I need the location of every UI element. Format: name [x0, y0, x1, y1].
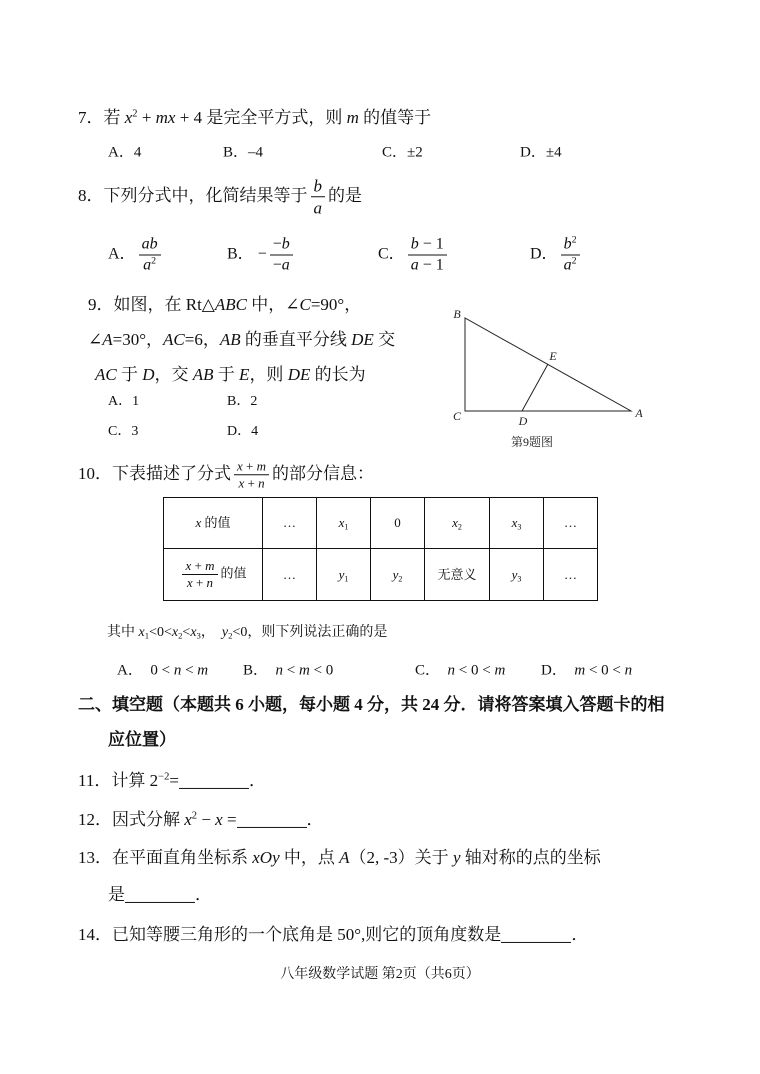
- subscript: 3: [196, 630, 201, 641]
- fraction-denominator: [139, 256, 161, 276]
- fraction-denominator: [311, 198, 326, 219]
- question-10-option-d: [541, 661, 632, 681]
- fraction: [139, 235, 161, 276]
- text-run: n: [258, 475, 265, 491]
- text-run: y: [338, 566, 345, 582]
- text-run: 的值: [220, 565, 247, 581]
- text-run: b: [313, 176, 322, 196]
- text-run: a: [143, 256, 152, 274]
- text-run: B．: [243, 662, 276, 679]
- text-run: AC: [95, 364, 117, 384]
- text-run: n: [275, 662, 284, 679]
- text-run: x: [124, 107, 133, 127]
- table-cell: [425, 498, 490, 549]
- question-7-stem: [78, 107, 431, 129]
- text-run: C．: [378, 245, 405, 263]
- text-run: =: [222, 809, 237, 829]
- text-run: 13．在平面直角坐标系: [78, 847, 253, 867]
- question-13-line-2: [108, 884, 212, 906]
- text-run: x: [171, 624, 179, 640]
- text-run: A: [102, 329, 113, 349]
- text-run: D．: [520, 144, 546, 161]
- text-run: =30°，: [112, 329, 164, 349]
- question-9-option-b: [227, 393, 257, 411]
- text-run: 交: [373, 329, 396, 349]
- text-run: n: [173, 662, 182, 679]
- text-run: ，交: [154, 364, 193, 384]
- text-run: x: [215, 809, 223, 829]
- fraction-numerator: [408, 235, 447, 256]
- text-run: b: [410, 235, 419, 253]
- text-run: ．: [248, 770, 266, 790]
- text-run: ．: [571, 924, 589, 944]
- text-run: 的值等于: [358, 107, 432, 127]
- subscript: 2: [457, 522, 462, 532]
- text-run: ±2: [407, 144, 423, 161]
- text-run: − 1: [418, 256, 444, 274]
- question-13-line-1: [78, 847, 601, 869]
- question-9-stem-line-2: [88, 329, 395, 351]
- text-run: −: [253, 245, 267, 263]
- text-run: A．: [108, 393, 133, 409]
- text-run: DE: [351, 329, 374, 349]
- text-run: ，则: [249, 364, 288, 384]
- fraction-denominator: [561, 256, 580, 276]
- table-header-cell: [164, 498, 263, 549]
- text-run: AB: [192, 364, 214, 384]
- text-run: n: [447, 662, 456, 679]
- text-run: <: [182, 624, 191, 640]
- text-run: DE: [287, 364, 311, 384]
- text-run: B．: [227, 393, 251, 409]
- text-run: 4: [251, 423, 259, 439]
- fraction-numerator: [270, 235, 293, 256]
- table-row-x: [164, 498, 598, 549]
- vertex-label-a: A: [635, 406, 643, 420]
- text-run: 1: [132, 393, 140, 409]
- text-run: C: [299, 294, 311, 314]
- text-run: m: [197, 662, 209, 679]
- text-run: ，: [200, 624, 222, 640]
- subscript: 3: [517, 522, 522, 532]
- question-7-option-a: [108, 143, 141, 163]
- text-run: 是完全平方式，则: [206, 107, 347, 127]
- answer-blank: [501, 925, 571, 943]
- question-10-option-a: [117, 661, 208, 681]
- subscript: 1: [344, 522, 349, 532]
- text-run: A．: [117, 662, 151, 679]
- answer-blank: [125, 885, 195, 903]
- text-run: –4: [248, 144, 264, 161]
- text-run: AC: [163, 329, 185, 349]
- table-cell: [371, 498, 425, 549]
- question-7-option-c: [382, 143, 423, 163]
- question-8-option-d: [530, 235, 583, 276]
- text-run: ab: [141, 235, 158, 253]
- text-run: AB: [219, 329, 241, 349]
- figure-caption: 第9题图: [510, 435, 554, 449]
- text-run: …: [283, 515, 296, 531]
- text-run: =: [169, 770, 179, 790]
- superscript: 2: [151, 255, 157, 267]
- text-run: A: [339, 847, 350, 867]
- table-cell: [263, 498, 317, 549]
- table-cell: [317, 498, 371, 549]
- text-run: 中，点: [279, 847, 340, 867]
- text-run: 是: [108, 884, 125, 904]
- text-run: − 1: [418, 235, 444, 253]
- text-run: 轴对称的点的坐标: [460, 847, 601, 867]
- table-cell: [490, 498, 544, 549]
- subscript: 3: [517, 574, 522, 584]
- text-run: D．: [227, 423, 252, 439]
- text-run: < 0 <: [585, 662, 625, 679]
- text-run: 于: [213, 364, 240, 384]
- section-2-heading-line-1: [78, 694, 665, 716]
- text-run: 的值: [201, 515, 231, 531]
- section-2-heading-line-2: [108, 729, 176, 751]
- question-8-option-a: [108, 235, 164, 276]
- subscript: 1: [144, 630, 150, 641]
- text-run: x: [184, 809, 192, 829]
- subscript: 2: [398, 574, 403, 584]
- text-run: x: [190, 624, 197, 640]
- table-cell: [490, 549, 544, 601]
- text-run: C．: [108, 423, 132, 439]
- subscript: 2: [178, 630, 183, 641]
- text-run: x: [238, 475, 245, 491]
- question-8-option-c: [378, 235, 450, 276]
- fraction-numerator: [561, 235, 580, 256]
- fraction: [234, 458, 269, 492]
- subscript: 1: [344, 574, 349, 584]
- text-run: 二、填空题（本题共 6 小题，每小题 4 分，共 24 分．请将答案填入答题卡的相: [78, 694, 665, 714]
- fraction-numerator: [139, 235, 161, 256]
- text-run: ∠: [88, 329, 103, 349]
- answer-blank: [179, 771, 249, 789]
- text-run: +: [244, 475, 259, 491]
- text-run: <0<: [149, 624, 172, 640]
- question-12: [78, 809, 324, 831]
- table-cell: [263, 549, 317, 601]
- text-run: E: [239, 364, 250, 384]
- text-run: b: [281, 235, 290, 253]
- text-run: −: [197, 809, 216, 829]
- vertex-label-b: B: [453, 307, 461, 321]
- text-run: 于: [116, 364, 143, 384]
- fraction: [270, 235, 293, 276]
- question-9-stem-line-3: [95, 364, 366, 386]
- text-run: x: [138, 624, 145, 640]
- text-run: C．: [382, 144, 408, 161]
- superscript: −2: [158, 771, 170, 783]
- text-run: n: [624, 662, 633, 679]
- text-run: +: [242, 458, 257, 474]
- text-run: ．: [306, 809, 324, 829]
- text-run: <: [283, 662, 299, 679]
- text-run: b: [563, 235, 572, 253]
- text-run: 8．下列分式中，化简结果等于: [78, 185, 308, 205]
- question-9-stem-line-1: [88, 294, 361, 316]
- question-10-condition: [107, 624, 387, 642]
- text-run: x: [338, 515, 345, 531]
- text-run: <0，则下列说法正确的是: [232, 624, 388, 640]
- point-label-d: D: [518, 414, 528, 428]
- text-run: mx: [155, 107, 176, 127]
- text-run: D．: [530, 245, 558, 263]
- table-cell: [317, 549, 371, 601]
- text-run: （2, -3）关于: [349, 847, 453, 867]
- question-7-option-d: [520, 143, 562, 163]
- table-cell: [425, 549, 490, 601]
- text-run: m: [298, 662, 310, 679]
- point-label-e: E: [549, 349, 557, 363]
- question-8-stem: [78, 175, 362, 219]
- text-run: + 4: [175, 107, 207, 127]
- question-14: [78, 924, 588, 946]
- fraction-numerator: [182, 558, 217, 575]
- text-run: 无意义: [437, 566, 477, 582]
- text-run: m: [346, 107, 359, 127]
- question-9-option-c: [108, 423, 138, 441]
- fraction-numerator: [311, 175, 326, 197]
- answer-blank: [237, 810, 307, 828]
- text-run: a: [410, 256, 419, 274]
- text-run: < 0: [309, 662, 334, 679]
- text-run: 0 <: [150, 662, 174, 679]
- text-run: a: [563, 256, 572, 274]
- text-run: <: [181, 662, 198, 679]
- question-10-stem: [78, 458, 374, 492]
- text-run: 中，∠: [247, 294, 300, 314]
- text-run: y: [221, 624, 229, 640]
- fraction: [408, 235, 447, 276]
- text-run: < 0 <: [455, 662, 495, 679]
- value-table: [163, 497, 598, 601]
- question-10-option-b: [243, 661, 333, 681]
- vertex-label-c: C: [452, 409, 462, 423]
- text-run: +: [192, 575, 207, 590]
- question-8-option-b: [227, 235, 296, 276]
- text-run: y: [511, 566, 518, 582]
- question-11: [78, 770, 266, 792]
- page-footer: 八年级数学试题 第2页（共6页）: [280, 966, 480, 982]
- text-run: A．: [108, 144, 134, 161]
- superscript: 2: [571, 234, 577, 246]
- table-row-fraction: [164, 549, 598, 601]
- question-7-option-b: [223, 143, 263, 163]
- segment-de: [522, 364, 548, 411]
- text-run: ABC: [214, 294, 247, 314]
- text-run: 2: [250, 393, 258, 409]
- text-run: 4: [133, 144, 142, 161]
- text-run: 其中: [107, 624, 139, 640]
- fraction-denominator: [182, 575, 217, 591]
- fraction-denominator: [408, 256, 447, 276]
- text-run: x: [452, 515, 458, 531]
- text-run: …: [564, 566, 577, 582]
- text-run: m: [574, 662, 586, 679]
- text-run: B．: [223, 144, 249, 161]
- text-run: ±4: [545, 144, 562, 161]
- question-9-option-a: [108, 393, 139, 411]
- text-run: =90°，: [310, 294, 362, 314]
- text-run: 0: [394, 515, 401, 531]
- text-run: …: [283, 566, 296, 582]
- text-run: x: [237, 458, 243, 474]
- superscript: 2: [132, 108, 138, 120]
- text-run: 14．已知等腰三角形的一个底角是 50°,则它的顶角度数是: [78, 924, 502, 944]
- text-run: m: [256, 458, 267, 474]
- text-run: 3: [131, 423, 139, 439]
- text-run: y: [452, 847, 461, 867]
- superscript: 2: [571, 255, 577, 267]
- text-run: n: [206, 575, 214, 590]
- fraction: [182, 558, 217, 592]
- text-run: x: [186, 575, 193, 590]
- text-run: m: [205, 557, 215, 573]
- superscript: 2: [191, 810, 198, 822]
- table-cell: [371, 549, 425, 601]
- text-run: x: [511, 515, 518, 531]
- text-run: 的长为: [310, 364, 366, 384]
- text-run: B．: [227, 245, 254, 263]
- text-run: =6，: [184, 329, 220, 349]
- text-run: y: [392, 566, 399, 582]
- fraction-denominator: [234, 476, 269, 492]
- fraction-numerator: [234, 458, 269, 475]
- question-10-option-c: [415, 661, 505, 681]
- text-run: −: [272, 235, 282, 253]
- text-run: 7．若: [78, 107, 125, 127]
- table-header-cell: [164, 549, 263, 601]
- text-run: x: [195, 515, 202, 531]
- text-run: 应位置）: [108, 729, 176, 749]
- text-run: 的垂直平分线: [240, 329, 352, 349]
- text-run: x: [185, 557, 192, 573]
- fraction: [561, 235, 580, 276]
- text-run: 的是: [328, 185, 362, 205]
- triangle-figure: [445, 305, 655, 455]
- text-run: −: [272, 256, 282, 274]
- text-run: 11．计算 2: [78, 770, 159, 790]
- text-run: D: [142, 364, 155, 384]
- question-9-option-d: [227, 423, 258, 441]
- text-run: A．: [108, 245, 136, 263]
- text-run: …: [564, 515, 577, 531]
- text-run: D．: [541, 662, 575, 679]
- text-run: 10．下表描述了分式: [78, 463, 231, 483]
- text-run: a: [313, 198, 322, 218]
- table-cell: [544, 549, 598, 601]
- text-run: xOy: [252, 847, 280, 867]
- text-run: 的部分信息：: [272, 463, 375, 483]
- text-run: C．: [415, 662, 448, 679]
- fraction: [311, 175, 326, 219]
- subscript: 2: [228, 630, 233, 641]
- table-cell: [544, 498, 598, 549]
- text-run: +: [137, 107, 156, 127]
- text-run: 12．因式分解: [78, 809, 185, 829]
- text-run: 9．如图，在 Rt△: [88, 294, 215, 314]
- fraction-denominator: [270, 256, 293, 276]
- text-run: +: [191, 557, 206, 573]
- text-run: ．: [195, 884, 212, 904]
- text-run: m: [494, 662, 506, 679]
- text-run: a: [281, 256, 290, 274]
